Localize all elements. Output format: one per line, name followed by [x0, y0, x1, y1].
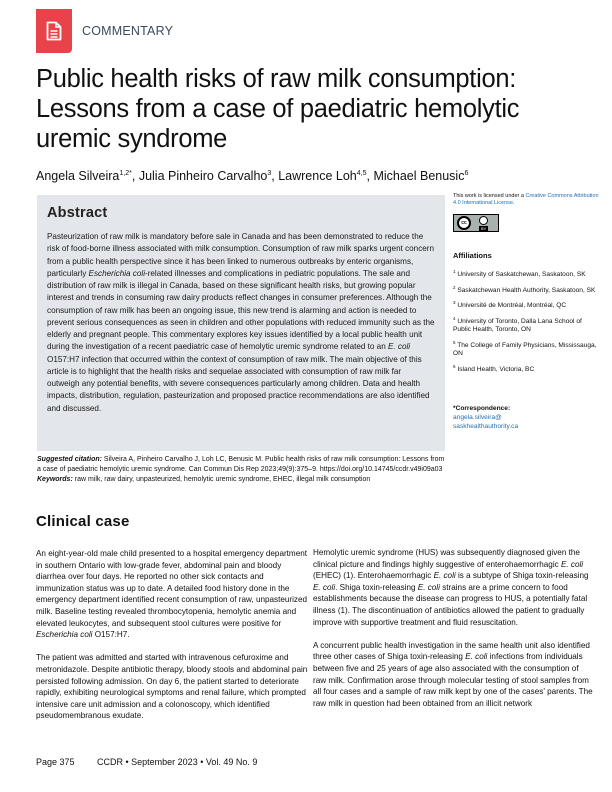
affiliation-text: Island Health, Victoria, BC: [457, 365, 535, 373]
abstract-text-part: O157:H7 infection that occurred within the context of consumption of raw milk. The main objective of this article is to highlight that the health risks and sequelae associated with consumption of raw milk far outweigh any potential benefits, with severe consequences particularly among children. Data and health impacts, distribution, regulation, pasteurization and proposed practice recommendations are also identified and discussed.: [47, 354, 430, 413]
organism-name: Escherichia coli: [88, 268, 145, 278]
affiliation-text: University of Toronto, Dalla Lana School of Public Health, Toronto, ON: [453, 317, 582, 333]
affiliation-number: 1: [453, 269, 456, 274]
affiliations-heading: Affiliations: [453, 251, 492, 260]
affiliation-item: [453, 315, 598, 335]
author-affiliation-marker: 1,2*: [119, 170, 132, 177]
organism-name: E. coli: [313, 582, 336, 592]
affiliation-number: 5: [453, 339, 456, 345]
journal-issue: CCDR • September 2023 • Vol. 49 No. 9: [97, 757, 258, 767]
license-text: This work is licensed under a: [453, 193, 526, 199]
organism-name: E. coli: [465, 652, 488, 662]
author-name: Michael Benusic: [373, 169, 465, 183]
body-text: An eight-year-old male child presented to a hospital emergency department in southern Ontario with low-grade fever, abdominal pain and bloody diarrhea over four days. He reported no other sick contacts and immunization status was up to date. A detailed food history done in the emergency department identified recent consumption of raw, unpasteurized milk. Baseline testing revealed thrombocytopenia, hemolytic anemia and elevated leukocytes, and subsequent stool cultures were positive for: [36, 549, 307, 628]
organism-name: E. coli: [417, 582, 440, 592]
abstract-text: [47, 231, 435, 415]
author-affiliation-marker: 4,5: [356, 170, 367, 177]
author-name: Angela Silveira: [36, 169, 120, 183]
affiliation-number: 6: [453, 363, 456, 369]
cc-by-license-badge[interactable]: [453, 214, 499, 232]
abstract-heading: Abstract: [47, 205, 108, 221]
page-footer: [36, 757, 257, 767]
organism-name: E. coli: [433, 571, 456, 581]
organism-name: E. coli: [387, 342, 411, 352]
body-text: (EHEC) (1). Enterohaemorrhagic: [313, 571, 434, 581]
body-text: O157:H7.: [92, 630, 130, 640]
category-label: COMMENTARY: [82, 24, 174, 38]
body-text: Hemolytic uremic syndrome (HUS) was subsequently diagnosed given the clinical picture and findings highly suggestive of enterohaemorrhagic: [313, 548, 580, 569]
body-paragraph: [313, 547, 593, 628]
body-paragraph: [313, 640, 593, 710]
author-name: Lawrence Loh: [278, 169, 357, 183]
commentary-category-badge: [36, 9, 72, 53]
affiliation-text: Saskatchewan Health Authority, Saskatoon, SK: [457, 286, 596, 294]
body-text: A concurrent public health investigation in the same health unit also identified three other cases of Shiga toxin-releasing: [313, 640, 590, 662]
correspondence-label: *Correspondence:: [453, 405, 511, 412]
sidebar: [453, 193, 603, 431]
abstract-box: [37, 195, 445, 451]
author-affiliation-marker: 3: [267, 170, 272, 177]
author-list: Angela Silveira$^{1,2*}$, Julia Pinheiro Carvalho$^3$, Lawrence Loh$^{4,5}$, Michael Benusic$^6$: [36, 169, 469, 183]
license-text: .: [512, 200, 515, 206]
document-icon: [46, 21, 62, 41]
affiliation-item: [453, 268, 598, 280]
affiliations-list: [453, 268, 603, 374]
email-part: saskhealthauthority.ca: [453, 423, 519, 430]
affiliation-number: 2: [453, 284, 456, 290]
body-paragraph: The patient was admitted and started with intravenous cefuroxime and metronidazole. Despite antibiotic therapy, bloody stools and abdominal pain persisted following admission. On day 6, the patient started to deteriorate rapidly, exhibiting neurological symptoms and renal failure, which prompted intensive care unit admission and a colonoscopy, which identified pseudomembranous exudate.: [36, 653, 308, 721]
email-part: angela.silveira@: [453, 414, 502, 421]
keywords-label: Keywords:: [37, 476, 73, 483]
page-number: Page 375: [36, 757, 75, 767]
affiliation-number: 3: [453, 300, 456, 305]
body-text: strains are a prime concern to food establishments because the disease can progress to HUS, a potentially fatal illness (1). The discontinuation of antibiotics allowed the patient to gradually improve with supportive treatment and fluid resuscitation.: [313, 582, 588, 627]
citation-text: Silveira A, Pinheiro Carvalho J, Loh LC, Benusic M. Public health risks of raw milk consumption: Lessons from a case of paediatric hemolytic uremic syndrome. Can Commun Dis Rep 2023;49(9):375–9. https://doi.org/10.14745/ccdr.v49i09a03: [37, 456, 445, 473]
body-paragraph: [36, 548, 308, 641]
affiliation-text: Université de Montréal, Montréal, QC: [457, 302, 567, 309]
correspondence: [453, 404, 603, 431]
affiliation-item: [453, 299, 598, 311]
person-icon: [479, 216, 488, 225]
section-heading-clinical-case: Clinical case: [36, 513, 130, 530]
keywords-text: raw milk, raw dairy, unpasteurized, hemolytic uremic syndrome, EHEC, illegal milk consumption: [72, 476, 371, 483]
article-title: Public health risks of raw milk consumption: Lessons from a case of paediatric hemolytic uremic syndrome: [36, 65, 520, 153]
body-text: . Shiga toxin-releasing: [335, 582, 418, 592]
license-notice: [453, 193, 603, 207]
abstract-text-part: -related illnesses and complications in pediatric populations. The sale and distribution of raw milk is illegal in Canada, based on these significant health risks, but growing popular interest and trends in consuming raw dairy products reflect changes in consumer preferences. Although the consumption of raw milk has been an ongoing issue, this new trend is alarming and action is needed to prevent serious consequences as seen in children and other populations with reduced immunity such as the elderly and pregnant people. This commentary explores key issues identified by a local public health unit during the investigation of a recent paediatric case of hemolytic uremic syndrome related to an: [47, 268, 435, 352]
organism-name: Escherichia coli: [36, 630, 93, 640]
body-column-left: [36, 548, 308, 734]
by-label: BY: [481, 225, 487, 231]
suggested-citation: [37, 455, 447, 485]
correspondence-email-link[interactable]: [453, 413, 603, 431]
attribution-icon: [479, 216, 488, 231]
author-affiliation-marker: 6: [464, 170, 469, 177]
body-column-right: [313, 547, 593, 721]
affiliation-text: University of Saskatchewan, Saskatoon, SK: [457, 271, 586, 278]
affiliation-text: The College of Family Physicians, Mississauga, ON: [453, 341, 597, 357]
organism-name: E. coli: [560, 559, 584, 569]
license-link[interactable]: Creative Commons Attribution 4.0 International License: [453, 193, 599, 206]
author-name: Julia Pinheiro Carvalho: [138, 169, 268, 183]
affiliation-item: [453, 339, 598, 359]
body-text: infections from individuals between five and 25 years of age also associated with the consumption of raw milk. Confirmation arose through molecular testing of stool samples from all four cases and a sample of raw milk kept by one of the cases' parents. The raw milk in question had been obtained from an illicit network: [313, 652, 593, 708]
affiliation-item: [453, 284, 598, 296]
creative-commons-icon: cc: [457, 216, 471, 230]
citation-label: Suggested citation:: [37, 456, 102, 463]
abstract-text-part: Pasteurization of raw milk is mandatory before sale in Canada and has been demonstrated to reduce the risk of food-borne illness associated with milk consumption. Consumption of raw milk sparks urgent concern from a public health perspective since it has been linked to numerous outbreaks by enteric organisms, particularly: [47, 232, 435, 278]
affiliation-item: [453, 363, 598, 375]
affiliation-number: 4: [453, 315, 456, 321]
body-text: is a subtype of Shiga toxin-releasing: [455, 571, 589, 581]
